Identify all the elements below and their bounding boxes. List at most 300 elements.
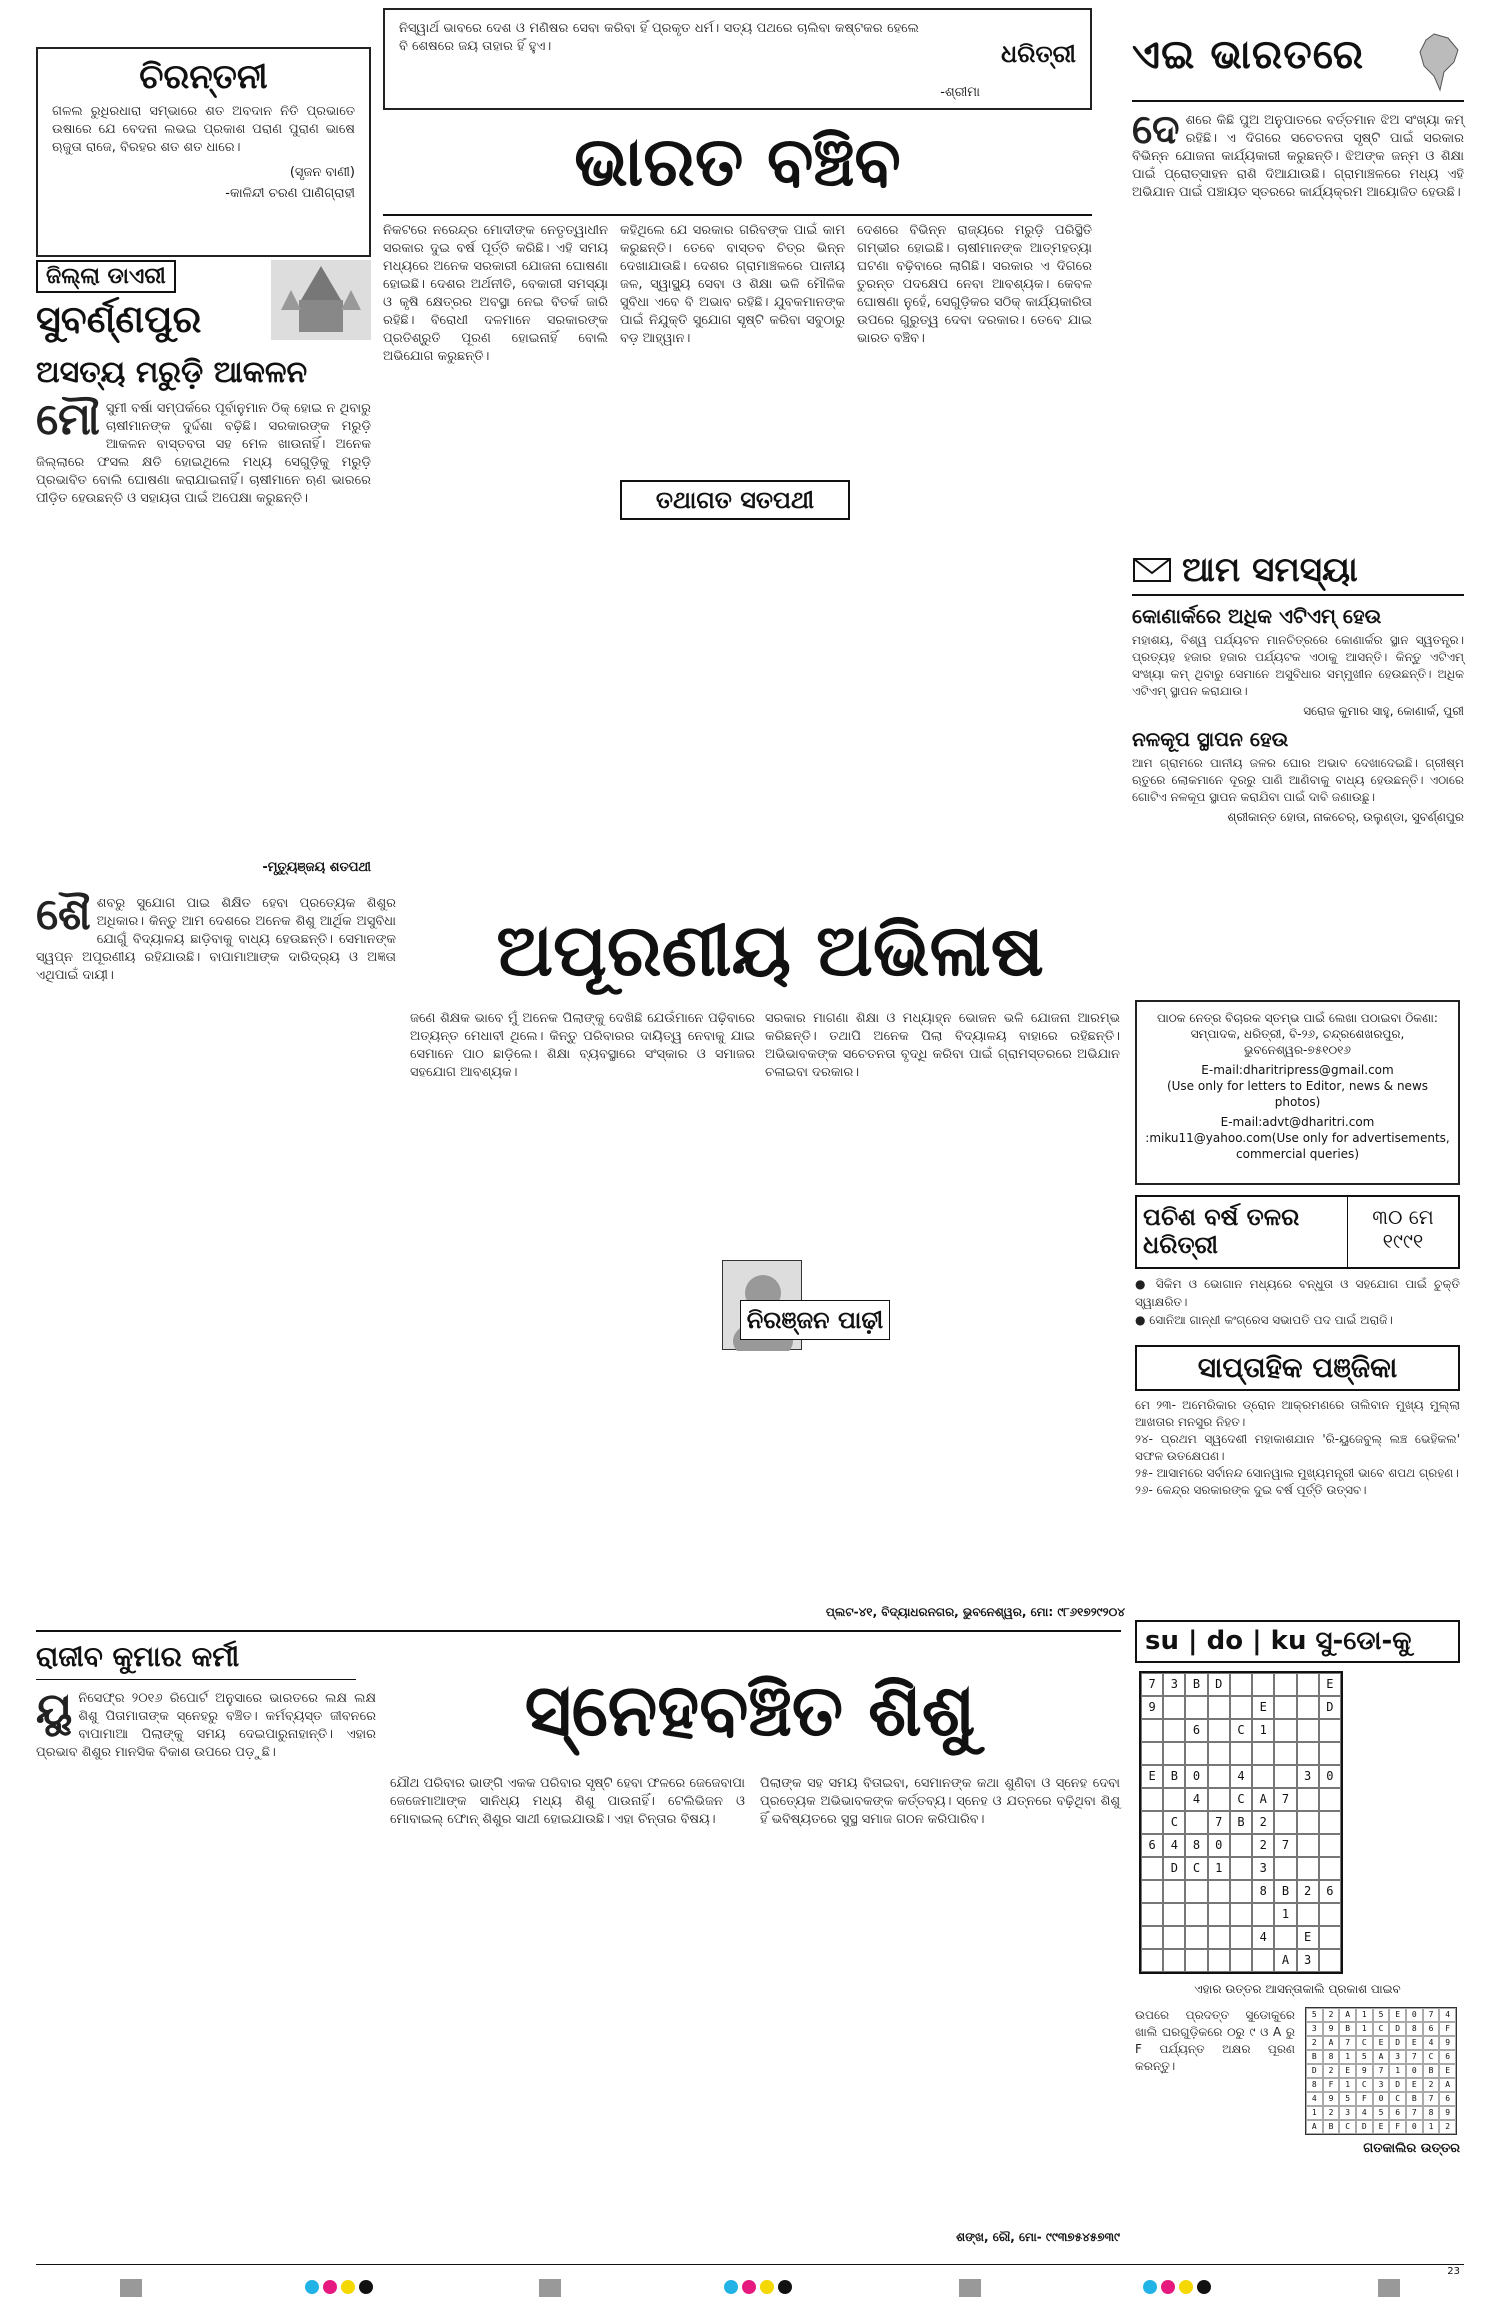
sudoku-cell — [1252, 1949, 1274, 1972]
gray-mark — [959, 2279, 981, 2297]
essay-col-3: ସରକାର ମାଗଣା ଶିକ୍ଷା ଓ ମଧ୍ୟାହ୍ନ ଭୋଜନ ଭଳି ଯୋଜନା ଆରମ୍ଭ କରିଛନ୍ତି। ତଥାପି ଅନେକ ପିଲା ବିଦ୍ୟାଳୟ ବାହାରେ ରହିଛନ୍ତି। ଅଭିଭାବକଙ୍କ ସଚେତନତା ବୃଦ୍ଧି କରିବା ପାଇଁ ଗ୍ରାମସ୍ତରରେ ଅଭିଯାନ ଚଳାଇବା ଦରକାର। — [765, 1011, 1120, 1080]
magenta-dot — [1161, 2280, 1175, 2294]
sudoku-cell: 3 — [1297, 1765, 1319, 1788]
sudoku-cell — [1297, 1857, 1319, 1880]
essay-col-1 — [36, 889, 396, 1615]
solution-cell: 2 — [1323, 2106, 1340, 2120]
anniversary-item-1: ● ସିକିମ ଓ ଭୋଗାନ ମଧ୍ୟରେ ବନ୍ଧୁତା ଓ ସହଯୋଗ ପାଇଁ ଚୁକ୍ତି ସ୍ୱାକ୍ଷରିତ। — [1135, 1277, 1460, 1309]
quote-box — [383, 8, 1092, 110]
sudoku-cell — [1163, 1742, 1185, 1765]
sudoku-cell — [1141, 1903, 1163, 1926]
side-headline: ଅସତ୍ୟ ମରୁଡ଼ି ଆକଳନ — [36, 355, 308, 390]
side-body: ସୁମୀ ବର୍ଷା ସମ୍ପର୍କରେ ପୂର୍ବାନୁମାନ ଠିକ୍ ହୋଇ ନ ଥିବାରୁ ଚାଷୀମାନଙ୍କ ଦୁର୍ଦ୍ଦଶା ବଢ଼ିଛି। ସରକାରଙ୍କ ମରୁଡ଼ି ଆକଳନ ବାସ୍ତବତା ସହ ମେଳ ଖାଉନାହିଁ। ଅନେକ ଜିଲ୍ଲାରେ ଫସଲ କ୍ଷତି ହୋଇଥିଲେ ମଧ୍ୟ ସେଗୁଡ଼ିକୁ ମରୁଡ଼ି ପ୍ରଭାବିତ ବୋଲି ଘୋଷଣା କରାଯାଇନାହିଁ। ଚାଷୀମାନେ ଋଣ ଭାରରେ ପୀଡ଼ିତ ହେଉଛନ୍ତି ଓ ସହାୟତା ପାଇଁ ଅପେକ୍ଷା କରୁଛନ୍ତି। — [36, 401, 371, 506]
divider — [36, 1630, 1121, 1632]
sudoku-cell — [1185, 1696, 1207, 1719]
district-name: ସୁବର୍ଣ୍ଣପୁର — [36, 297, 202, 341]
sudoku-cell — [1319, 1719, 1341, 1742]
sudoku-cell — [1163, 1949, 1185, 1972]
sudoku-cell: 6 — [1185, 1719, 1207, 1742]
main-col-3: ଦେଶରେ ବିଭିନ୍ନ ରାଜ୍ୟରେ ମରୁଡ଼ି ପରିସ୍ଥିତି ଗମ୍ଭୀର ହୋଇଛି। ଚାଷୀମାନଙ୍କ ଆତ୍ମହତ୍ୟା ଘଟଣା ବଢ଼ିବାରେ ଲାଗିଛି। ସରକାର ଏ ଦିଗରେ ତୁରନ୍ତ ପଦକ୍ଷେପ ନେବା ଆବଶ୍ୟକ। କେବଳ ଘୋଷଣା ନୁହେଁ, ସେଗୁଡ଼ିକର ସଠିକ୍ କାର୍ଯ୍ୟକାରିତା ଉପରେ ଗୁରୁତ୍ୱ ଦେବା ଦରକାର। ତେବେ ଯାଇ ଭାରତ ବଞ୍ଚିବ। — [857, 223, 1092, 346]
sudoku-cell: 2 — [1297, 1880, 1319, 1903]
solution-cell: 5 — [1306, 2008, 1323, 2022]
solution-cell: A — [1439, 2078, 1456, 2092]
sudoku-title: su | do | ku ସୁ-ଡୋ-କୁ — [1135, 1620, 1460, 1663]
sudoku-cell: 7 — [1141, 1673, 1163, 1696]
solution-cell: 4 — [1356, 2106, 1373, 2120]
color-dots — [724, 2279, 796, 2298]
quote-text: ନିସ୍ୱାର୍ଥ ଭାବରେ ଦେଶ ଓ ମଣିଷର ସେବା କରିବା ହିଁ ପ୍ରକୃତ ଧର୍ମ। ସତ୍ୟ ପଥରେ ଚାଲିବା କଷ୍ଟକର ହେଲେ ବି ଶେଷରେ ଜୟ ତାହାର ହିଁ ହୁଏ। — [399, 21, 919, 54]
solution-cell: 2 — [1439, 2120, 1456, 2134]
weekly-item-1: ମେ ୨୩- ଅମେରିକାର ଡ୍ରୋନ ଆକ୍ରମଣରେ ତାଲିବାନ ମୁଖ୍ୟ ମୁଲ୍ଲା ଆଖତାର ମନସୁର ନିହତ। — [1135, 1398, 1460, 1429]
sudoku-cell — [1274, 1857, 1296, 1880]
sudoku-cell: 3 — [1163, 1673, 1185, 1696]
solution-cell: 3 — [1339, 2106, 1356, 2120]
sudoku-cell — [1185, 1926, 1207, 1949]
sudoku-grid — [1139, 1671, 1343, 1974]
black-dot — [778, 2280, 792, 2294]
cyan-dot — [1143, 2280, 1157, 2294]
sudoku-cell: A — [1252, 1788, 1274, 1811]
sudoku-cell: B — [1185, 1673, 1207, 1696]
sudoku-solution-grid — [1305, 2007, 1457, 2135]
solution-cell: 7 — [1373, 2064, 1390, 2078]
main-col-2: କହିଥିଲେ ଯେ ସରକାର ଗରିବଙ୍କ ପାଇଁ କାମ କରୁଛନ୍ତି। ତେବେ ବାସ୍ତବ ଚିତ୍ର ଭିନ୍ନ ଦେଖାଯାଉଛି। ଦେଶର ଗ୍ରାମାଞ୍ଚଳରେ ପାନୀୟ ଜଳ, ସ୍ୱାସ୍ଥ୍ୟ ସେବା ଓ ଶିକ୍ଷା ଭଳି ମୌଳିକ ସୁବିଧା ଏବେ ବି ଅଭାବ ରହିଛି। ଯୁବକମାନଙ୍କ ପାଇଁ ନିଯୁକ୍ତି ସୁଯୋଗ ସୃଷ୍ଟି କରିବା ସବୁଠାରୁ ବଡ଼ ଆହ୍ୱାନ। — [620, 223, 845, 346]
solution-cell: E — [1373, 2120, 1390, 2134]
sudoku-cell: 4 — [1185, 1788, 1207, 1811]
sudoku-cell: D — [1163, 1857, 1185, 1880]
sudoku-cell — [1252, 1765, 1274, 1788]
solution-cell: E — [1389, 2008, 1406, 2022]
sudoku-cell — [1163, 1880, 1185, 1903]
solution-cell: 0 — [1406, 2064, 1423, 2078]
sudoku-cell — [1185, 1742, 1207, 1765]
sudoku-cell — [1208, 1903, 1230, 1926]
solution-cell: 6 — [1423, 2022, 1440, 2036]
solution-cell: 8 — [1423, 2106, 1440, 2120]
solution-cell: 2 — [1323, 2008, 1340, 2022]
sudoku-cell: 8 — [1252, 1880, 1274, 1903]
printer-marks — [120, 2278, 1400, 2298]
weekly-item-4: ୨୬- କେନ୍ଦ୍ର ସରକାରଙ୍କ ଦୁଇ ବର୍ଷ ପୂର୍ତ୍ତି ଉତ୍ସବ। — [1135, 1483, 1367, 1497]
cyan-dot — [305, 2280, 319, 2294]
contact-intro: ପାଠକ ନେତ୍ର ବିଚାରକ ସ୍ତମ୍ଭ ପାଇଁ ଲେଖା ପଠାଇବା ଠିକଣା: ସମ୍ପାଦକ, ଧରିତ୍ରୀ, ବି-୨୬, ଚନ୍ଦ୍ରଶେଖରପୁର, ଭୁବନେଶ୍ୱର-୭୫୧୦୧୬ — [1157, 1011, 1438, 1057]
solution-cell: A — [1323, 2036, 1340, 2050]
sudoku-box — [1135, 1620, 1460, 2260]
sudoku-cell — [1297, 1673, 1319, 1696]
contact-note-1: (Use only for letters to Editor, news & news photos) — [1166, 1079, 1429, 1109]
solution-cell: 7 — [1339, 2036, 1356, 2050]
solution-cell: 5 — [1373, 2106, 1390, 2120]
sudoku-cell: B — [1230, 1811, 1252, 1834]
solution-cell: 4 — [1423, 2036, 1440, 2050]
solution-cell: 6 — [1389, 2106, 1406, 2120]
sudoku-cell — [1230, 1903, 1252, 1926]
solution-cell: B — [1323, 2120, 1340, 2134]
solution-cell: A — [1373, 2050, 1390, 2064]
solution-cell: 3 — [1373, 2078, 1390, 2092]
solution-cell: D — [1389, 2022, 1406, 2036]
solution-cell: 9 — [1439, 2036, 1456, 2050]
side-author: -ମୃତ୍ୟୁଞ୍ଜୟ ଶତପଥୀ — [262, 860, 371, 875]
masthead — [1132, 32, 1464, 102]
child-col-3: ପିଲାଙ୍କ ସହ ସମୟ ବିତାଇବା, ସେମାନଙ୍କ କଥା ଶୁଣିବା ଓ ସ୍ନେହ ଦେବା ପ୍ରତ୍ୟେକ ଅଭିଭାବକଙ୍କ କର୍ତ୍ତବ୍ୟ। ସ୍ନେହ ଓ ଯତ୍ନରେ ବଢ଼ିଥିବା ଶିଶୁ ହିଁ ଭବିଷ୍ୟତରେ ସୁସ୍ଥ ସମାଜ ଗଠନ କରିପାରିବ। — [760, 1776, 1120, 1827]
black-dot — [359, 2280, 373, 2294]
main-headline: ଭାରତ ବଞ୍ଚିବ — [574, 123, 901, 202]
sudoku-cell — [1163, 1926, 1185, 1949]
solution-cell: 5 — [1373, 2008, 1390, 2022]
solution-cell: 0 — [1406, 2120, 1423, 2134]
sudoku-cell: D — [1319, 1696, 1341, 1719]
solution-cell: 0 — [1406, 2008, 1423, 2022]
side-dropcap: ମୌ — [36, 394, 100, 445]
solution-cell: F — [1323, 2078, 1340, 2092]
sudoku-cell — [1230, 1696, 1252, 1719]
solution-cell: E — [1439, 2064, 1456, 2078]
anniversary-box — [1135, 1195, 1460, 1335]
sudoku-cell — [1319, 1834, 1341, 1857]
sudoku-cell — [1208, 1696, 1230, 1719]
sudoku-cell — [1230, 1926, 1252, 1949]
problem-title: ଆମ ସମସ୍ୟା — [1182, 550, 1358, 590]
sudoku-cell — [1274, 1719, 1296, 1742]
sudoku-cell — [1141, 1788, 1163, 1811]
anniversary-date-1: ୩୦ ମେ — [1372, 1205, 1434, 1229]
solution-cell: 7 — [1423, 2092, 1440, 2106]
sudoku-cell: D — [1208, 1673, 1230, 1696]
solution-cell: 5 — [1356, 2050, 1373, 2064]
sudoku-cell: 9 — [1141, 1696, 1163, 1719]
sudoku-cell — [1141, 1742, 1163, 1765]
weekly-item-2: ୨୪- ପ୍ରଥମ ସ୍ୱଦେଶୀ ମହାକାଶଯାନ 'ରି-ୟୁଜେବୁଲ୍ ଲଞ୍ଚ ଭେହିକଲ' ସଫଳ ଉତକ୍ଷେପଣ। — [1135, 1432, 1460, 1463]
solution-cell: C — [1423, 2050, 1440, 2064]
sudoku-cell: 8 — [1185, 1834, 1207, 1857]
weekly-box — [1135, 1345, 1460, 1575]
q2-title: ନଳକୂପ ସ୍ଥାପନ ହେଉ — [1132, 727, 1289, 751]
sudoku-cell — [1252, 1903, 1274, 1926]
sudoku-cell — [1274, 1765, 1296, 1788]
solution-cell: 1 — [1339, 2050, 1356, 2064]
sudoku-cell: 4 — [1230, 1765, 1252, 1788]
essay-col-1-text: ଶବରୁ ସୁଯୋଗ ପାଇ ଶିକ୍ଷିତ ହେବା ପ୍ରତ୍ୟେକ ଶିଶୁର ଅଧିକାର। କିନ୍ତୁ ଆମ ଦେଶରେ ଅନେକ ଶିଶୁ ଆର୍ଥିକ ଅସୁବିଧା ଯୋଗୁଁ ବିଦ୍ୟାଳୟ ଛାଡ଼ିବାକୁ ବାଧ୍ୟ ହେଉଛନ୍ତି। ସେମାନଙ୍କ ସ୍ୱପ୍ନ ଅପୂରଣୀୟ ରହିଯାଉଛି। ବାପାମାଆଙ୍କ ଦାରିଦ୍ର୍ୟ ଓ ଅଜ୍ଞତା ଏଥିପାଇଁ ଦାୟୀ। — [36, 896, 396, 983]
sudoku-cell — [1163, 1719, 1185, 1742]
essay-address: ପ୍ଲଟ-୪୧, ବିଦ୍ୟାଧରନଗର, ଭୁବନେଶ୍ୱର, ମୋ: ୯୮୬୧୭୨୯୨୦୪ — [825, 1605, 1125, 1619]
solution-cell: 1 — [1423, 2120, 1440, 2134]
contact-email-3[interactable]: :miku11@yahoo.com(Use only for advertisements, commercial queries) — [1145, 1131, 1450, 1161]
sudoku-cell — [1274, 1926, 1296, 1949]
sudoku-cell — [1141, 1926, 1163, 1949]
solution-cell: D — [1356, 2120, 1373, 2134]
sudoku-cell — [1163, 1788, 1185, 1811]
anniversary-date-2: ୧୯୯୧ — [1382, 1229, 1424, 1253]
india-fact-text: ଶରେ କିଛି ପୁଅ ଅନୁପାତରେ ବର୍ତ୍ତମାନ ଝିଅ ସଂଖ୍ୟା କମ୍ ରହିଛି। ଏ ଦିଗରେ ସଚେତନତା ସୃଷ୍ଟି ପାଇଁ ସରକାର ବିଭିନ୍ନ ଯୋଜନା କାର୍ଯ୍ୟକାରୀ କରୁଛନ୍ତି। ଝିଅଙ୍କ ଜନ୍ମ ଓ ଶିକ୍ଷା ପାଇଁ ପ୍ରୋତ୍ସାହନ ରାଶି ଦିଆଯାଉଛି। ଗ୍ରାମାଞ୍ଚଳରେ ମଧ୍ୟ ଏହି ଅଭିଯାନ ପାଇଁ ପଞ୍ଚାୟତ ସ୍ତରରେ କାର୍ଯ୍ୟକ୍ରମ ଆୟୋଜିତ ହେଉଛି। — [1132, 113, 1464, 200]
sudoku-cell — [1230, 1742, 1252, 1765]
quote-author: -ଶ୍ରୀମା — [940, 85, 980, 100]
child-author: ରାଜୀବ କୁମାର କର୍ମୀ — [36, 1640, 356, 1680]
solution-cell: E — [1373, 2036, 1390, 2050]
sudoku-cell: 2 — [1252, 1834, 1274, 1857]
solution-cell: A — [1339, 2008, 1356, 2022]
dharitri-logo: ଧରିତ୍ରୀ — [1001, 40, 1076, 68]
solution-cell: 8 — [1323, 2050, 1340, 2064]
side-article — [36, 355, 371, 875]
essay-col-2: ଜଣେ ଶିକ୍ଷକ ଭାବେ ମୁଁ ଅନେକ ପିଲାଙ୍କୁ ଦେଖିଛି ଯେଉଁମାନେ ପଢ଼ିବାରେ ଅତ୍ୟନ୍ତ ମେଧାବୀ ଥିଲେ। କିନ୍ତୁ ପରିବାରର ଦାୟିତ୍ୱ ନେବାକୁ ଯାଇ ସେମାନେ ପାଠ ଛାଡ଼ିଲେ। ଶିକ୍ଷା ବ୍ୟବସ୍ଥାରେ ସଂସ୍କାର ଓ ସମାଜର ସହଯୋଗ ଆବଶ୍ୟକ। — [410, 1011, 755, 1080]
sudoku-cell — [1297, 1811, 1319, 1834]
sudoku-cell — [1141, 1857, 1163, 1880]
page-number: 23 — [1447, 2266, 1460, 2277]
solution-cell: E — [1406, 2078, 1423, 2092]
sudoku-cell — [1208, 1765, 1230, 1788]
sudoku-cell: 6 — [1319, 1880, 1341, 1903]
sudoku-cell — [1141, 1949, 1163, 1972]
envelope-icon — [1132, 555, 1172, 585]
solution-cell: B — [1339, 2022, 1356, 2036]
sudoku-cell: 4 — [1163, 1834, 1185, 1857]
magenta-dot — [742, 2280, 756, 2294]
anniversary-item-2: ● ସୋନିଆ ଗାନ୍ଧୀ କଂଗ୍ରେସ ସଭାପତି ପଦ ପାଇଁ ଅରାଜି। — [1135, 1313, 1393, 1327]
sudoku-cell: E — [1319, 1673, 1341, 1696]
solution-cell: 7 — [1406, 2106, 1423, 2120]
sudoku-cell — [1185, 1903, 1207, 1926]
main-byline: ତଥାଗତ ସତପଥୀ — [620, 480, 850, 520]
gray-mark — [120, 2279, 142, 2297]
solution-cell: 1 — [1306, 2106, 1323, 2120]
solution-cell: 5 — [1339, 2092, 1356, 2106]
sudoku-cell — [1297, 1788, 1319, 1811]
contact-email-2[interactable]: E-mail:advt@dharitri.com — [1220, 1115, 1375, 1129]
solution-cell: C — [1389, 2092, 1406, 2106]
sudoku-instructions: ଉପରେ ପ୍ରଦତ୍ତ ସୁଡୋକୁରେ ଖାଲି ଘରଗୁଡ଼ିକରେ ୦ରୁ ୯ ଓ A ରୁ F ପର୍ଯ୍ୟନ୍ତ ଅକ୍ଷର ପୂରଣ କରନ୍ତୁ। — [1135, 2008, 1295, 2073]
yellow-dot — [341, 2280, 355, 2294]
footer-rule — [36, 2264, 1464, 2265]
sudoku-cell — [1319, 1857, 1341, 1880]
solution-cell: 2 — [1423, 2078, 1440, 2092]
sudoku-cell — [1208, 1742, 1230, 1765]
sudoku-cell: A — [1274, 1949, 1296, 1972]
solution-cell: C — [1339, 2120, 1356, 2134]
sudoku-cell: 2 — [1252, 1811, 1274, 1834]
child-dropcap: ୟୁ — [36, 1684, 73, 1735]
sudoku-cell: 3 — [1297, 1949, 1319, 1972]
child-address: ଶଙ୍ଖ, ରୌ, ମୋ- ୯୯୩୭୫୪୫୭୩୯ — [956, 2230, 1120, 2244]
sudoku-cell: 4 — [1252, 1926, 1274, 1949]
solution-cell: 1 — [1389, 2064, 1406, 2078]
sudoku-cell: 7 — [1274, 1788, 1296, 1811]
sudoku-cell: B — [1163, 1765, 1185, 1788]
sudoku-cell — [1141, 1880, 1163, 1903]
contact-email-1[interactable]: E-mail:dharitripress@gmail.com — [1201, 1063, 1394, 1077]
sudoku-cell — [1319, 1926, 1341, 1949]
sudoku-cell — [1208, 1719, 1230, 1742]
essay-headline: ଅପୂରଣୀୟ ଅଭିଳାଷ — [496, 908, 1044, 992]
sudoku-cell — [1208, 1788, 1230, 1811]
essay-dropcap: ଶୈ — [36, 889, 91, 940]
sudoku-cell: C — [1163, 1811, 1185, 1834]
sudoku-cell — [1163, 1903, 1185, 1926]
sudoku-cell — [1252, 1742, 1274, 1765]
chirantani-source: (ସୃଜନ ବାଣୀ) — [289, 165, 355, 180]
sudoku-cell: 0 — [1319, 1765, 1341, 1788]
sudoku-cell — [1230, 1880, 1252, 1903]
child-col-1-text: ନିସେଫ୍‌ର ୨୦୧୬ ରିପୋର୍ଟ ଅନୁସାରେ ଭାରତରେ ଲକ୍ଷ ଲକ୍ଷ ଶିଶୁ ପିତାମାତାଙ୍କ ସ୍ନେହରୁ ବଞ୍ଚିତ। କର୍ମବ୍ୟସ୍ତ ଜୀବନରେ ବାପାମାଆ ପିଲାଙ୍କୁ ସମୟ ଦେଇପାରୁନାହାନ୍ତି। ଏହାର ପ୍ରଭାବ ଶିଶୁର ମାନସିକ ବିକାଶ ଉପରେ ପଡ଼ୁଛି। — [36, 1691, 376, 1760]
solution-cell: 8 — [1306, 2078, 1323, 2092]
sudoku-cell — [1297, 1719, 1319, 1742]
sudoku-cell — [1297, 1696, 1319, 1719]
solution-cell: 1 — [1356, 2022, 1373, 2036]
weekly-title: ସାପ୍ତାହିକ ପଞ୍ଜିକା — [1135, 1345, 1460, 1391]
black-dot — [1197, 2280, 1211, 2294]
sudoku-solution-label: ଗତକାଲିର ଉତ୍ତର — [1363, 2141, 1460, 2156]
district-label: ଜିଲ୍ଲା ଡାଏରୀ — [36, 260, 176, 293]
sudoku-cell — [1230, 1673, 1252, 1696]
sudoku-cell: E — [1141, 1765, 1163, 1788]
sudoku-cell — [1230, 1857, 1252, 1880]
district-diary — [36, 260, 371, 350]
solution-cell: 2 — [1306, 2036, 1323, 2050]
child-col-1 — [36, 1684, 376, 2250]
solution-cell: 4 — [1306, 2092, 1323, 2106]
solution-cell: D — [1389, 2036, 1406, 2050]
q2-sig: ଶ୍ରୀକାନ୍ତ ହୋତା, ନାକଚେର୍, ଉଲୁଣ୍ଡା, ସୁବର୍ଣ୍ଣପୁର — [1227, 810, 1464, 824]
sudoku-cell — [1141, 1719, 1163, 1742]
yellow-dot — [1179, 2280, 1193, 2294]
solution-cell: 8 — [1406, 2022, 1423, 2036]
solution-cell: B — [1423, 2064, 1440, 2078]
anniversary-title: ପଚିଶ ବର୍ଷ ତଳର ଧରିତ୍ରୀ — [1143, 1203, 1300, 1259]
q1-body: ମହାଶୟ, ବିଶ୍ୱ ପର୍ଯ୍ୟଟନ ମାନଚିତ୍ରରେ କୋଣାର୍କର ସ୍ଥାନ ସ୍ୱତନ୍ତ୍ର। ପ୍ରତ୍ୟହ ହଜାର ହଜାର ପର୍ଯ୍ୟଟକ ଏଠାକୁ ଆସନ୍ତି। କିନ୍ତୁ ଏଟିଏମ୍ ସଂଖ୍ୟା କମ୍ ଥିବାରୁ ସେମାନେ ଅସୁବିଧାର ସମ୍ମୁଖୀନ ହେଉଛନ୍ତି। ଅଧିକ ଏଟିଏମ୍ ସ୍ଥାପନ କରାଯାଉ। — [1132, 633, 1464, 698]
sudoku-cell: 0 — [1185, 1765, 1207, 1788]
sudoku-cell — [1319, 1903, 1341, 1926]
solution-cell: C — [1373, 2022, 1390, 2036]
chirantani-title: ଚିରନ୍ତନୀ — [139, 57, 268, 97]
color-dots — [305, 2279, 377, 2298]
sudoku-cell — [1185, 1880, 1207, 1903]
india-dropcap: ଦେ — [1132, 107, 1180, 153]
cyan-dot — [724, 2280, 738, 2294]
problem-box — [1132, 550, 1464, 880]
sudoku-cell: E — [1252, 1696, 1274, 1719]
sudoku-cell — [1274, 1742, 1296, 1765]
sudoku-cell: 7 — [1208, 1811, 1230, 1834]
sudoku-cell — [1208, 1926, 1230, 1949]
sudoku-cell — [1319, 1949, 1341, 1972]
sudoku-cell: C — [1230, 1788, 1252, 1811]
solution-cell: 6 — [1439, 2050, 1456, 2064]
sudoku-cell — [1297, 1834, 1319, 1857]
sudoku-cell — [1141, 1811, 1163, 1834]
color-dots — [1143, 2279, 1215, 2298]
sudoku-cell: 7 — [1274, 1834, 1296, 1857]
essay-byline: ନିରଞ୍ଜନ ପାଢ଼ୀ — [740, 1300, 890, 1340]
sudoku-cell — [1297, 1903, 1319, 1926]
solution-cell: F — [1356, 2092, 1373, 2106]
solution-cell: C — [1356, 2036, 1373, 2050]
india-map-icon — [1414, 32, 1464, 92]
yellow-dot — [760, 2280, 774, 2294]
solution-cell: 9 — [1439, 2106, 1456, 2120]
sudoku-footnote: ଏହାର ଉତ୍ତର ଆସନ୍ତାକାଲି ପ୍ରକାଶ ପାଇବ — [1194, 1982, 1401, 1996]
sudoku-cell — [1230, 1834, 1252, 1857]
solution-cell: E — [1406, 2036, 1423, 2050]
chirantani-box — [36, 47, 371, 257]
weekly-item-3: ୨୫- ଆସାମରେ ସର୍ବାନନ୍ଦ ସୋନୱାଲ ମୁଖ୍ୟମନ୍ତ୍ରୀ ଭାବେ ଶପଥ ଗ୍ରହଣ। — [1135, 1466, 1459, 1480]
solution-cell: 7 — [1423, 2008, 1440, 2022]
chirantani-poem: ଗଳଲ ରୁଧିରଧାରା ସମ୍ଭାରେ ଶତ ଅବଦାନ ନିତି ପ୍ରଭାତେ ଉଷାରେ ଯେ ବେଦନା ଲଭଇ ପ୍ରକାଶ ପରାଣ ପୁରାଣ ଭାଷେ ଋଜୁତା ରାଜେ, ବିରହର ଶତ ଶତ ଧାରେ। — [52, 104, 355, 155]
solution-cell: 9 — [1323, 2022, 1340, 2036]
sudoku-cell: C — [1185, 1857, 1207, 1880]
solution-cell: 3 — [1389, 2050, 1406, 2064]
chirantani-poet: -କାଳିନ୍ଦୀ ଚରଣ ପାଣିଗ୍ରାହୀ — [225, 186, 355, 201]
child-col-2: ଯୌଥ ପରିବାର ଭାଙ୍ଗି ଏକକ ପରିବାର ସୃଷ୍ଟି ହେବା ଫଳରେ ଜେଜେବାପା ଜେଜେମାଆଙ୍କ ସାନିଧ୍ୟ ମଧ୍ୟ ଶିଶୁ ପାଉନାହିଁ। ଟେଲିଭିଜନ ଓ ମୋବାଇଲ୍ ଫୋନ୍ ଶିଶୁର ସାଥୀ ହୋଇଯାଉଛି। ଏହା ଚିନ୍ତାର ବିଷୟ। — [390, 1776, 745, 1827]
solution-cell: 1 — [1356, 2008, 1373, 2022]
sudoku-cell: 1 — [1252, 1719, 1274, 1742]
solution-cell: 6 — [1439, 2092, 1456, 2106]
sudoku-cell: 1 — [1208, 1857, 1230, 1880]
sudoku-cell — [1208, 1880, 1230, 1903]
solution-cell: 7 — [1406, 2050, 1423, 2064]
sudoku-cell — [1319, 1811, 1341, 1834]
divider — [383, 214, 1092, 216]
sudoku-cell: C — [1230, 1719, 1252, 1742]
solution-cell: 9 — [1323, 2092, 1340, 2106]
sudoku-cell: E — [1297, 1926, 1319, 1949]
solution-cell: D — [1306, 2064, 1323, 2078]
sudoku-cell — [1297, 1742, 1319, 1765]
solution-cell: 9 — [1356, 2064, 1373, 2078]
sudoku-cell — [1185, 1949, 1207, 1972]
solution-cell: 4 — [1439, 2008, 1456, 2022]
sudoku-cell — [1252, 1673, 1274, 1696]
sudoku-cell — [1319, 1742, 1341, 1765]
q1-sig: ସରୋଜ କୁମାର ସାହୁ, କୋଣାର୍କ, ପୁରୀ — [1303, 704, 1464, 718]
sudoku-cell — [1274, 1811, 1296, 1834]
sudoku-cell: 6 — [1141, 1834, 1163, 1857]
sudoku-cell: 1 — [1274, 1903, 1296, 1926]
gray-mark — [1378, 2279, 1400, 2297]
q2-body: ଆମ ଗ୍ରାମରେ ପାନୀୟ ଜଳର ଘୋର ଅଭାବ ଦେଖାଦେଇଛି। ଗ୍ରୀଷ୍ମ ଋତୁରେ ଲୋକମାନେ ଦୂରରୁ ପାଣି ଆଣିବାକୁ ବାଧ୍ୟ ହେଉଛନ୍ତି। ଏଠାରେ ଗୋଟିଏ ନଳକୂପ ସ୍ଥାପନ କରାଯିବା ପାଇଁ ଦାବି ଜଣାଉଛୁ। — [1132, 756, 1464, 804]
sudoku-cell — [1274, 1696, 1296, 1719]
sudoku-cell: 0 — [1208, 1834, 1230, 1857]
contact-box — [1135, 1000, 1460, 1185]
sudoku-cell — [1274, 1673, 1296, 1696]
solution-cell: C — [1356, 2078, 1373, 2092]
sudoku-cell — [1208, 1949, 1230, 1972]
sudoku-cell: 3 — [1252, 1857, 1274, 1880]
solution-cell: 3 — [1306, 2022, 1323, 2036]
temple-image — [271, 260, 371, 340]
solution-cell: F — [1439, 2022, 1456, 2036]
solution-cell: 0 — [1373, 2092, 1390, 2106]
india-fact — [1132, 107, 1464, 542]
solution-cell: 2 — [1323, 2064, 1340, 2078]
solution-cell: B — [1306, 2050, 1323, 2064]
solution-cell: 1 — [1339, 2078, 1356, 2092]
sudoku-cell — [1319, 1788, 1341, 1811]
main-col-1: ନିକଟରେ ନରେନ୍ଦ୍ର ମୋଦୀଙ୍କ ନେତୃତ୍ୱାଧୀନ ସରକାର ଦୁଇ ବର୍ଷ ପୂର୍ତ୍ତି କରିଛି। ଏହି ସମୟ ମଧ୍ୟରେ ଅନେକ ସରକାରୀ ଯୋଜନା ଘୋଷଣା ହୋଇଛି। ଦେଶର ଅର୍ଥନୀତି, ବେକାରୀ ସମସ୍ୟା ଓ କୃଷି କ୍ଷେତ୍ରର ଅବସ୍ଥା ନେଇ ବିତର୍କ ଜାରି ରହିଛି। ବିରୋଧୀ ଦଳମାନେ ସରକାରଙ୍କ ପ୍ରତିଶ୍ରୁତି ପୂରଣ ହୋଇନାହିଁ ବୋଲି ଅଭିଯୋଗ କରୁଛନ୍ତି। — [383, 223, 608, 364]
child-headline: ସ୍ନେହବଞ୍ଚିତ ଶିଶୁ — [524, 1668, 976, 1752]
masthead-title: ଏଇ ଭାରତରେ — [1132, 32, 1365, 78]
sudoku-cell: B — [1274, 1880, 1296, 1903]
gray-mark — [539, 2279, 561, 2297]
sudoku-cell — [1230, 1949, 1252, 1972]
solution-cell: A — [1306, 2120, 1323, 2134]
q1-title: କୋଣାର୍କରେ ଅଧିକ ଏଟିଏମ୍ ହେଉ — [1132, 604, 1382, 628]
magenta-dot — [323, 2280, 337, 2294]
sudoku-cell — [1185, 1811, 1207, 1834]
solution-cell: D — [1389, 2078, 1406, 2092]
solution-cell: B — [1406, 2092, 1423, 2106]
sudoku-cell — [1163, 1696, 1185, 1719]
solution-cell: E — [1339, 2064, 1356, 2078]
